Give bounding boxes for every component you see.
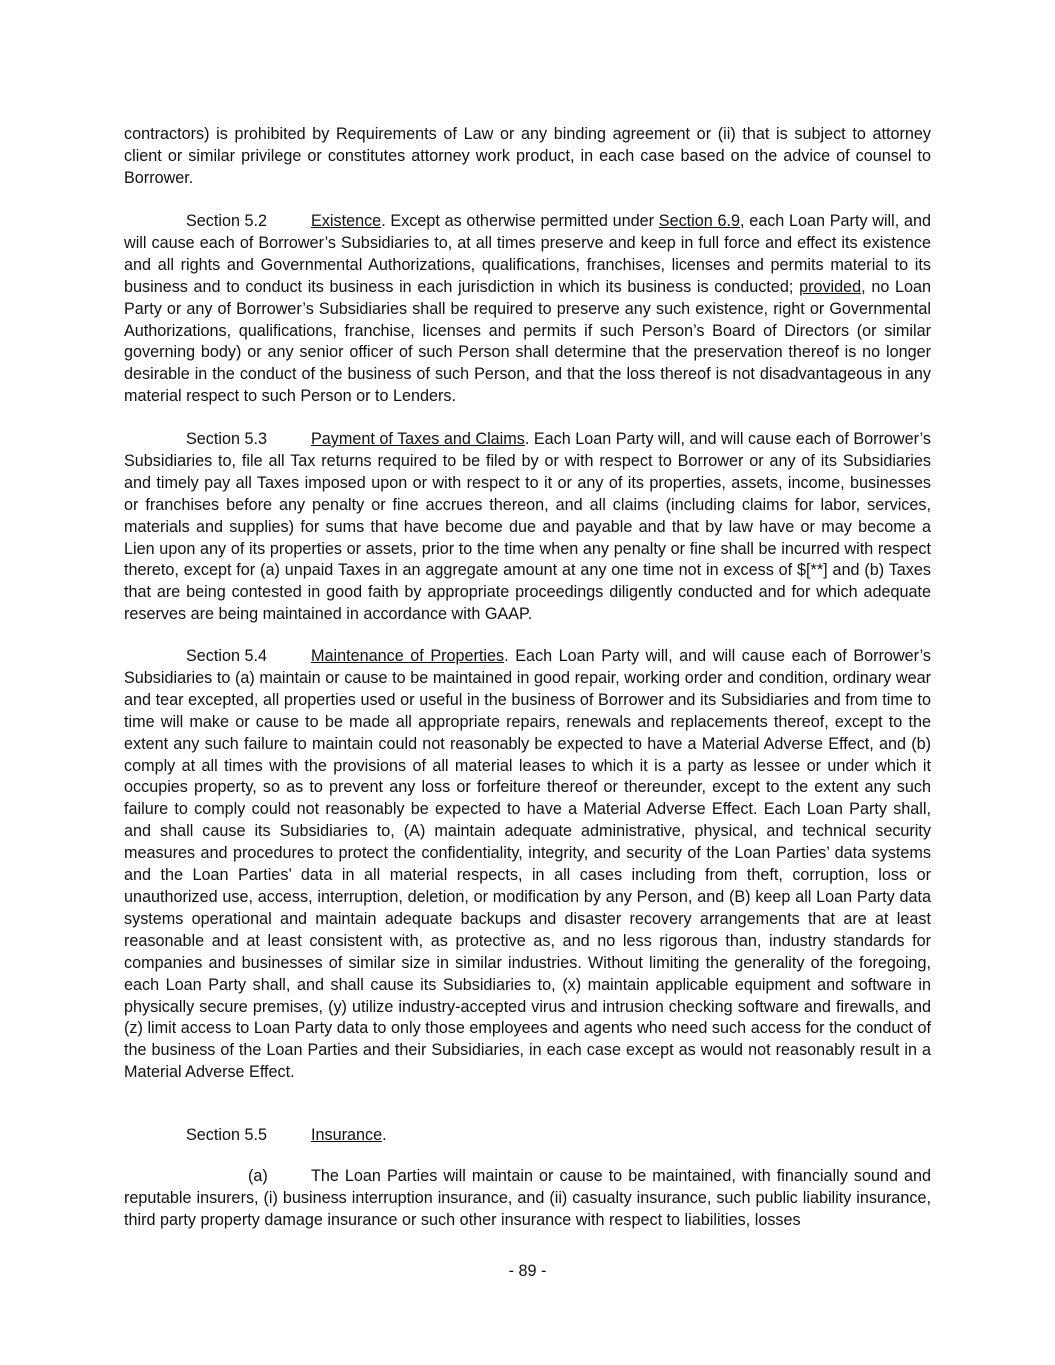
section-5-5-heading (124, 1125, 931, 1147)
proviso-term: provided (799, 277, 862, 296)
section-5-4-paragraph (124, 646, 931, 1084)
cross-reference-link[interactable]: Section 6.9 (658, 212, 740, 230)
section-number: Section 5.3 (186, 430, 267, 448)
subsection-text: The Loan Parties will maintain or cause to be maintained, with financially sound and reputable insurers, (i) business interruption insurance, and (ii) casualty insurance, such public liability insurance, third party property damage insurance or such other insurance with respect to liabilities, losses (124, 1167, 931, 1229)
section-body: , no Loan Party or any of Borrower’s Subsidiaries shall be required to preserve any such existence, right or Governmental Authorizations, qualifications, franchise, licenses and permits if such Person’s Board of Directors (or similar governing body) or any senior officer of such Person shall determine that the preservation thereof is no longer desirable in the conduct of the business of such Person, and that the loss thereof is not disadvantageous in any material respect to such Person or to Lenders. (124, 277, 931, 406)
section-number: Section 5.5 (186, 1126, 267, 1144)
section-title: Payment of Taxes and Claims (311, 430, 525, 448)
section-5-2-paragraph (124, 211, 931, 408)
section-title: Insurance (311, 1126, 383, 1144)
section-title: Maintenance of Properties (311, 647, 505, 665)
subsection-a-paragraph (124, 1166, 931, 1232)
section-body: . Each Loan Party will, and will cause each of Borrower’s Subsidiaries to, file all Tax returns required to be filed by or with respect to Borrower or any of its Subsidiaries and timely pay all Taxes imposed upon or with respect to it or any of its properties, assets, income, businesses or franchises before any penalty or fine accrues thereon, and all claims (including claims for labor, services, materials and supplies) for sums that have become due and payable and that by law have or may become a Lien upon any of its properties or assets, prior to the time when any penalty or fine shall be incurred with respect thereto, except for (a) unpaid Taxes in an aggregate amount at any one time not in excess of $[**] and (b) Taxes that are being contested in good faith by appropriate proceedings diligently conducted and for which adequate reserves are being maintained in accordance with GAAP. (124, 430, 931, 624)
section-5-3-paragraph (124, 429, 931, 626)
section-number: Section 5.2 (186, 212, 267, 230)
section-body: . (382, 1126, 387, 1144)
section-body: . Except as otherwise permitted under (381, 212, 659, 230)
page-number: - 89 - (508, 1262, 547, 1280)
section-number: Section 5.4 (186, 647, 267, 665)
section-title: Existence (311, 212, 382, 230)
continuation-text: contractors) is prohibited by Requirements of Law or any binding agreement or (ii) that is subject to attorney client or similar privilege or constitutes attorney work product, in each case based on the advice of counsel to Borrower. (124, 125, 931, 187)
section-body: . Each Loan Party will, and will cause each of Borrower’s Subsidiaries to (a) maintain or cause to be maintained in good repair, working order and condition, ordinary wear and tear excepted, all properties used or useful in the business of Borrower and its Subsidiaries and from time to time will make or cause to be made all appropriate repairs, renewals and replacements thereof, except to the extent any such failure to maintain could not reasonably be expected to have a Material Adverse Effect, and (b) comply at all times with the provisions of all material leases to which it is a party as lessee or under which it occupies property, so as to prevent any loss or forfeiture thereof or thereunder, except to the extent any such failure to comply could not reasonably be expected to have a Material Adverse Effect. Each Loan Party shall, and shall cause its Subsidiaries to, (A) maintain adequate administrative, physical, and technical security measures and procedures to protect the confidentiality, integrity, and security of the Loan Parties’ data systems and the Loan Parties’ data in all material respects, in all cases including from theft, corruption, loss or unauthorized use, access, interruption, deletion, or modification by any Person, and (B) keep all Loan Party data systems operational and maintain adequate backups and disaster recovery arrangements that are at least reasonable and at least consistent with, as protective as, and no less rigorous than, industry standards for companies and businesses of similar size in similar industries. Without limiting the generality of the foregoing, each Loan Party shall, and shall cause its Subsidiaries to, (x) maintain applicable equipment and software in physically secure premises, (y) utilize industry-accepted virus and intrusion checking software and firewalls, and (z) limit access to Loan Party data to only those employees and agents who need such access for the conduct of the business of the Loan Parties and their Subsidiaries, in each case except as would not reasonably result in a Material Adverse Effect. (124, 647, 931, 1082)
continuation-paragraph (124, 124, 931, 190)
section-body: , each Loan Party will, and will cause each of Borrower’s Subsidiaries to, at all times preserve and keep in full force and effect its existence and all rights and Governmental Authorizations, qualifications, franchises, licenses and permits material to its business and to conduct its business in each jurisdiction in which its business is conducted; (124, 212, 931, 296)
subsection-label: (a) (248, 1167, 268, 1185)
